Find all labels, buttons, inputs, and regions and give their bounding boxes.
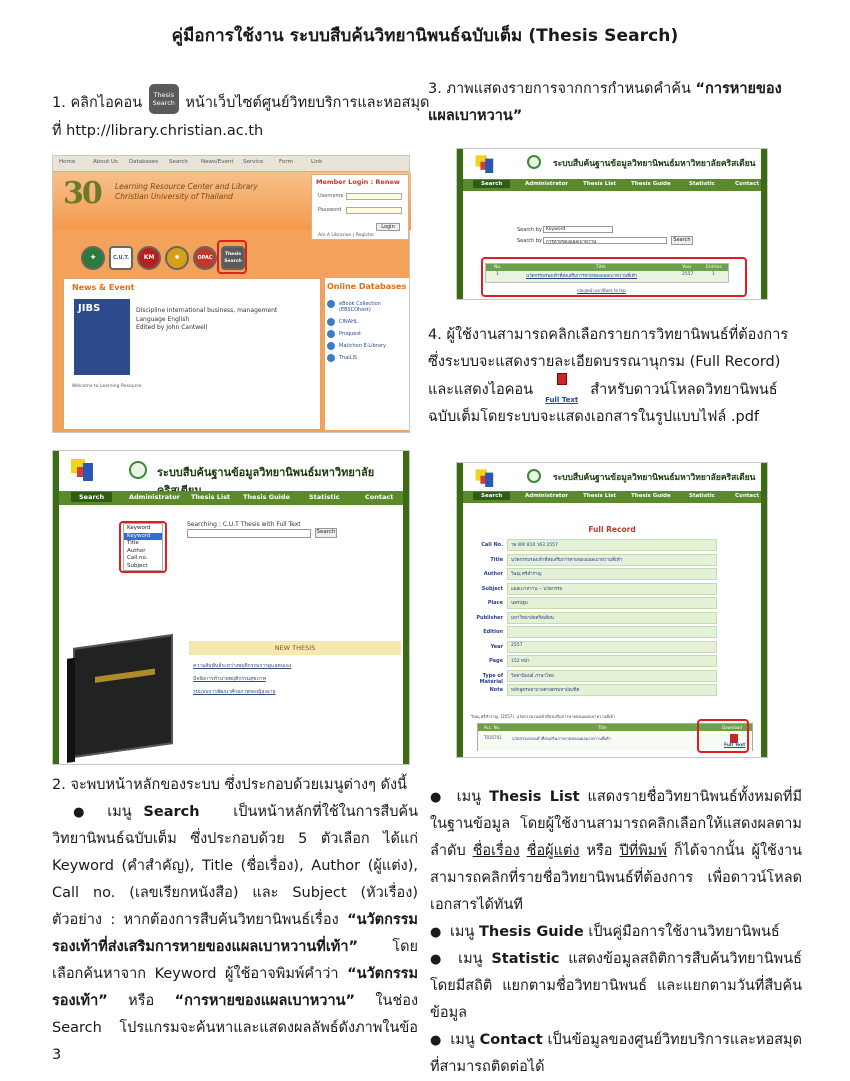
system-title: ระบบสืบค้นฐานข้อมูลวิทยานิพนธ์มหาวิทยาลัยคริสเตียน [553, 159, 756, 169]
step1-part2: หน้าเว็บไซต์ศูนย์วิทยบริการและหอสมุด [185, 95, 430, 111]
thesis-search-icon[interactable]: Thesis Search [221, 246, 245, 270]
db-title: Online Databases [327, 282, 407, 291]
bullet-icon: ● [430, 790, 445, 805]
cut-logo-icon [476, 469, 497, 488]
download-table: Acc. No. Title Download T035701 นวัตกรรมรองเท้าที่ส่งเสริมการหายของแผลเบาหวานที่เท้า Full Text [477, 723, 753, 751]
menu-statistic[interactable]: Statistic [689, 181, 715, 187]
step2-intro: 2. จะพบหน้าหลักของระบบ ซึ่งประกอบด้วยเมนูต่างๆ ดังนี้ [52, 777, 407, 793]
nav-item[interactable]: News/Event [201, 159, 234, 165]
jibs-cover: JIBS [74, 299, 130, 375]
password-field[interactable] [346, 207, 402, 214]
full-text-icon: Full Text [544, 373, 580, 401]
menu-contact[interactable]: Contact [365, 493, 394, 501]
cut-logo-icon [476, 155, 497, 174]
highlight-box [481, 257, 747, 297]
menu-search[interactable]: Search [473, 492, 510, 500]
menu-search[interactable]: Search [71, 492, 112, 502]
new-thesis-item[interactable]: ปัจจัยการทำนายพฤติกรรมสุขภาพ [193, 676, 266, 682]
search-button[interactable]: Search [671, 236, 693, 245]
step3-text: 3. ภาพแสดงรายการจากการกำหนดคำค้น “การหายของแผลเบาหวาน” [428, 81, 782, 124]
cut-seal-icon[interactable]: ✚ [81, 246, 105, 270]
nav-item[interactable]: Home [59, 159, 76, 165]
step1-text [52, 88, 432, 145]
library-name: Learning Resource Center and Library Christian University of Thailand [115, 182, 258, 201]
search-field-dropdown[interactable]: Keyword Keyword Title Author Call no. Subject [123, 523, 163, 571]
menu-descriptions [430, 784, 802, 1081]
record-row: Publisher มหาวิทยาลัยคริสเตียน [507, 612, 717, 627]
menu-thesis-list[interactable]: Thesis List [583, 181, 617, 187]
main-menu [59, 491, 403, 505]
back-link[interactable]: กลับสู่หน้าแรก/Back to top [577, 288, 626, 293]
step3-keyword: “การหายของแผลเบาหวาน” [428, 81, 782, 124]
jibs-meta: Discipline International business, management Language English Edited by John Cantwell [136, 307, 278, 331]
highlight-box [119, 521, 167, 573]
cut-icon[interactable]: C.U.T. [109, 246, 133, 270]
thesis-list-desc: ● เมนู Thesis List แสดงรายชื่อวิทยานิพนธ์ทั้งหมดที่มีในฐานข้อมูล โดยผู้ใช้งานสามารถคลิกเลือกให้แสดงผลตามลำดับ ชื่อเรื่อง ชื่อผู้แต่ง หรือ ปีที่พิมพ์ ก็ได้จากนั้น ผู้ใช้งานสามารถคลิกที่รายชื่อวิทยานิพนธ์ที่ต้องการ เพื่อดาวน์โหลดเอกสารได้ทันที [430, 789, 803, 913]
username-field[interactable] [346, 193, 402, 200]
highlight-box [697, 719, 749, 753]
news-title: News & Event [72, 283, 135, 292]
library-homepage-screenshot [52, 155, 410, 433]
km-icon[interactable]: KM [137, 246, 161, 270]
university-seal-icon [527, 155, 541, 169]
bullet-icon: ● [66, 805, 92, 820]
statistic-desc: ● เมนู Statistic แสดงข้อมูลสถิติการสืบค้นวิทยานิพนธ์ โดยมีสถิติ แยกตามชื่อวิทยานิพนธ์ และแยกตามวันที่สืบค้นข้อมูล [430, 951, 802, 1021]
member-login-box [311, 174, 409, 240]
full-record-screenshot [456, 462, 768, 758]
news-lines: Welcome to Learning Resource [72, 384, 142, 389]
system-title: ระบบสืบค้นฐานข้อมูลวิทยานิพนธ์มหาวิทยาลัยคริสเตียน [553, 473, 756, 483]
menu-thesis-guide[interactable]: Thesis Guide [631, 181, 671, 187]
record-row: Subject แผลเบาหวาน -- นวัตกรรม [507, 583, 717, 598]
search-results-screenshot [456, 148, 768, 300]
menu-thesis-guide[interactable]: Thesis Guide [631, 493, 671, 499]
menu-statistic[interactable]: Statistic [309, 493, 340, 501]
menu-search[interactable]: Search [473, 180, 510, 188]
record-row: Author วิษณุ ศรีสำราญ [507, 568, 717, 583]
db-item[interactable]: Proquest [339, 331, 407, 337]
search-caption: Searching : C.U.T Thesis with Full Text [187, 521, 301, 528]
record-row: Title นวัตกรรมรองเท้าที่ส่งเสริมการหายของแผลเบาหวานที่เท้า [507, 554, 717, 569]
thesis-book-image [73, 634, 173, 758]
nav-item[interactable]: Search [169, 159, 188, 165]
search-button[interactable]: Search [315, 528, 337, 538]
menu-administrator[interactable]: Administrator [129, 493, 180, 501]
menu-contact[interactable]: Contact [735, 493, 759, 499]
new-thesis-heading: NEW THESIS [189, 641, 401, 655]
search-input[interactable] [187, 529, 311, 538]
nav-item[interactable]: Databases [129, 159, 159, 165]
system-title: ระบบสืบค้นฐานข้อมูลวิทยานิพนธ์มหาวิทยาลัย [157, 466, 375, 479]
menu-contact[interactable]: Contact [735, 181, 759, 187]
thesis-search-screenshot [52, 450, 410, 765]
citation-text: วิษณุ ศรีสำราญ. (2557). นวัตกรรมรองเท้าที่ส่งเสริมการหายของแผลเบาหวานที่เท้า [471, 714, 616, 719]
password-label: Password [318, 207, 342, 213]
table-row: T035701 นวัตกรรมรองเท้าที่ส่งเสริมการหายของแผลเบาหวานที่เท้า Full Text [478, 731, 752, 751]
nav-item[interactable]: Form [279, 159, 293, 165]
main-menu [463, 179, 761, 191]
member-login-title: Member Login : Renew [316, 178, 400, 186]
bullet-icon: ● [430, 1033, 442, 1048]
results-table: No. Title Year Entries 1 นวัตกรรมรองเท้าที่ส่งเสริมการหายของแผลเบาหวานที่เท้า 2557 1 [485, 263, 729, 283]
search-input[interactable]: การหายของแผลเบาหวาน [543, 237, 667, 244]
page-title: คู่มือการใช้งาน ระบบสืบค้นวิทยานิพนธ์ฉบับเต็ม (Thesis Search) [171, 26, 679, 46]
db-item[interactable]: CINAHL [339, 319, 407, 325]
full-record-title: Full Record [588, 525, 636, 534]
record-row: Edition [507, 626, 717, 641]
nav-item[interactable]: Service [243, 159, 264, 165]
bullet-icon: ● [430, 925, 442, 940]
db-item[interactable]: ThaiLIS [339, 355, 407, 361]
new-thesis-item[interactable]: ความสัมพันธ์ระหว่างพฤติกรรมการดูแลตนเอง [193, 663, 292, 669]
menu-administrator[interactable]: Administrator [525, 181, 569, 187]
online-databases-panel [325, 278, 409, 430]
full-text-link[interactable]: Full Text [724, 743, 746, 748]
record-row: Year 2557 [507, 641, 717, 656]
full-record-fields [476, 539, 717, 699]
news-event-panel [63, 278, 321, 430]
library-nav-bar [53, 156, 409, 172]
record-row: Place นครปฐม [507, 597, 717, 612]
asean-icon[interactable]: ✺ [165, 246, 189, 270]
new-thesis-list [193, 663, 397, 702]
nav-item[interactable]: Link [311, 159, 323, 165]
thesis-search-icon: Thesis Search [149, 84, 179, 114]
new-thesis-item[interactable]: รูปแบบการพัฒนาศักยภาพของผู้สูงอายุ [193, 689, 276, 695]
db-item[interactable]: Matichon E-Library [339, 343, 407, 349]
thesis-guide-desc: ● เมนู Thesis Guide เป็นคู่มือการใช้งานวิทยานิพนธ์ [430, 924, 780, 940]
step1-part3: ที่ http://library.christian.ac.th [52, 123, 264, 139]
record-row: Type of Material วิทยานิพนธ์ ภาษาไทย [507, 670, 717, 685]
example-title: “นวัตกรรมรองเท้าที่ส่งเสริมการหายของแผลเบาหวานที่เท้า” [52, 912, 418, 955]
highlight-box [217, 240, 247, 274]
library-logo: 30 [63, 176, 101, 211]
main-menu [463, 491, 761, 503]
search-field-select[interactable]: Keyword [543, 226, 613, 233]
university-seal-icon [129, 461, 147, 479]
record-row: Note หลักสูตรพยาบาลศาสตรมหาบัณฑิต [507, 684, 717, 699]
record-row: Call No. วพ WK 810 ว63 2557 [507, 539, 717, 554]
username-label: Username [318, 193, 344, 199]
db-item[interactable]: eBook Collection (EBSCOhost) [339, 301, 407, 313]
login-button[interactable]: Login [376, 223, 400, 231]
record-row: Page 152 หน้า [507, 655, 717, 670]
bullet-icon: ● [430, 952, 446, 967]
opac-icon[interactable]: OPAC [193, 246, 217, 270]
menu-administrator[interactable]: Administrator [525, 493, 569, 499]
step2-text: 2. จะพบหน้าหลักของระบบ ซึ่งประกอบด้วยเมนูต่างๆ ดังนี้ ● เมนู Search เป็นหน้าหลักที่ใช้ในการสืบค้นวิทยานิพนธ์ฉบับเต็ม ซึ่งประกอบด้วย 5 ตัวเลือก ได้แก่ Keyword (คำสำคัญ), Title (ชื่อเรื่อง), Author (ผู้แต่ง), Call no. (เลขเรียกหนังสือ) และ Subject (หัวเรื่อง) ตัวอย่าง : หากต้องการสืบค้นวิทยานิพนธ์เรื่อง “นวัตกรรมรองเท้าที่ส่งเสริมการหายของแผลเบาหวานที่เท้า” โดยเลือกค้นหาจาก Keyword ผู้ใช้อาจพิมพ์คำว่า “นวัตกรรมรองเท้า” หรือ “การหายของแผลเบาหวาน” ในช่อง Search โปรแกรมจะค้นหาและแสดงผลลัพธ์ดังภาพในข้อ 3 [52, 772, 418, 1069]
menu-thesis-guide[interactable]: Thesis Guide [243, 493, 290, 501]
university-seal-icon [527, 469, 541, 483]
search-by-label: Search by [517, 227, 542, 233]
search-by-label: Search by [517, 238, 542, 244]
table-row[interactable]: 1 นวัตกรรมรองเท้าที่ส่งเสริมการหายของแผลเบาหวานที่เท้า 2557 1 [486, 271, 728, 282]
member-footer: Am A Librarian | Register [318, 233, 375, 238]
menu-thesis-list[interactable]: Thesis List [583, 493, 617, 499]
step4-text: 4. ผู้ใช้งานสามารถคลิกเลือกรายการวิทยานิพนธ์ที่ต้องการ ซึ่งระบบจะแสดงรายละเอียดบรรณานุกรม (Full Record) และแสดงไอคอน Full Text สำหรับดาวน์โหลดวิทยานิพนธ์ฉบับเต็มโดยระบบจะแสดงเอกสารในรูปแบบไฟล์ .pdf [428, 327, 789, 425]
menu-thesis-list[interactable]: Thesis List [191, 493, 231, 501]
step1-part1: 1. คลิกไอคอน [52, 95, 143, 111]
cut-logo-icon [71, 459, 97, 483]
nav-item[interactable]: About Us [93, 159, 118, 165]
contact-desc: ● เมนู Contact เป็นข้อมูลของศูนย์วิทยบริการและหอสมุดที่สามารถติดต่อได้ [430, 1032, 802, 1075]
menu-search-label: Search [143, 804, 200, 820]
menu-statistic[interactable]: Statistic [689, 493, 715, 499]
